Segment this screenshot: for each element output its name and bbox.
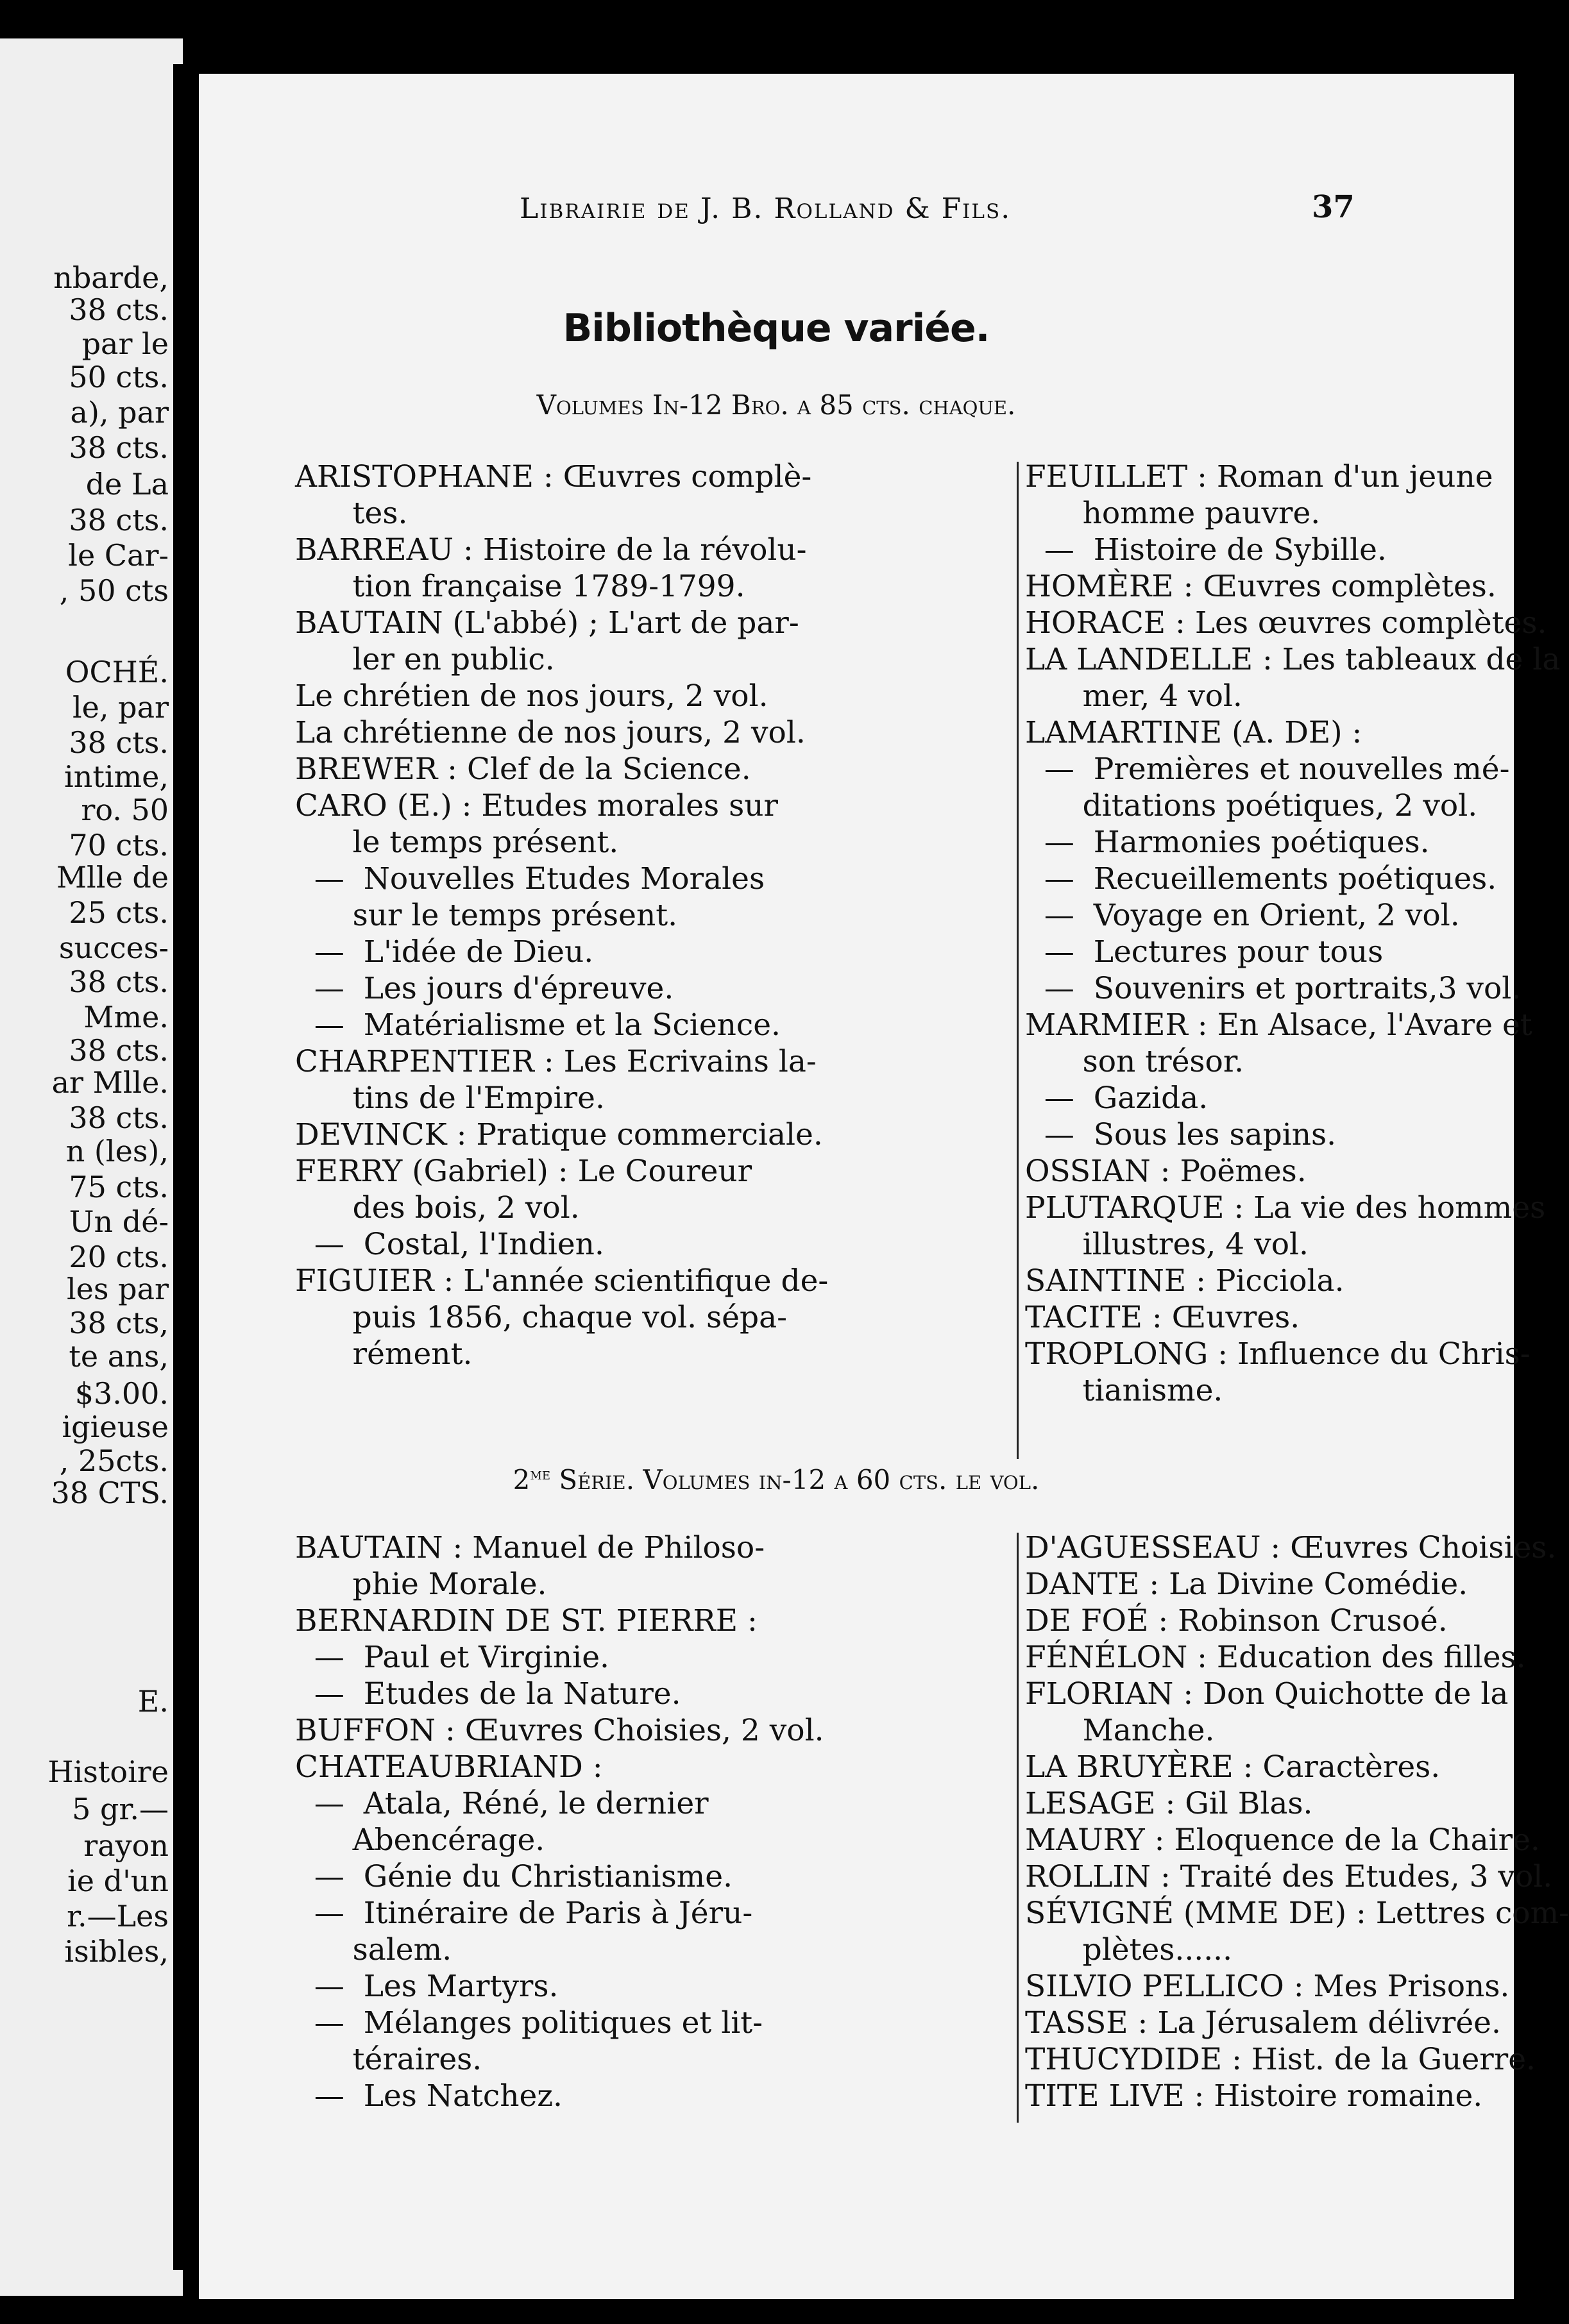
catalog-entry-line: FÉNÉLON : Education des filles.	[1025, 1640, 1526, 1675]
catalog-entry-line: tion française 1789-1799.	[295, 569, 745, 604]
catalog-entry-line: — Paul et Virginie.	[295, 1640, 609, 1675]
facing-page-text: 38 cts.	[69, 1100, 169, 1135]
catalog-entry-line: Abencérage.	[295, 1823, 545, 1858]
catalog-entry-line: son trésor.	[1025, 1044, 1244, 1079]
catalog-entry-line: TACITE : Œuvres.	[1025, 1300, 1300, 1335]
facing-page-text: n (les),	[65, 1134, 169, 1168]
catalog-entry-line: — Recueillements poétiques.	[1025, 861, 1497, 897]
catalog-entry-line: — Histoire de Sybille.	[1025, 532, 1387, 568]
catalog-entry-line: le temps présent.	[295, 825, 619, 860]
catalog-entry-line: tianisme.	[1025, 1373, 1223, 1408]
catalog-entry-line: SÉVIGNÉ (MME DE) : Lettres com-	[1025, 1896, 1569, 1931]
catalog-entry-line: — Etudes de la Nature.	[295, 1676, 681, 1712]
facing-page-text: 38 cts,	[69, 1306, 169, 1340]
catalog-entry-line: des bois, 2 vol.	[295, 1190, 580, 1225]
facing-page-text: par le	[81, 326, 169, 361]
catalog-entry-line: — Costal, l'Indien.	[295, 1227, 604, 1262]
catalog-entry-line: — Génie du Christianisme.	[295, 1859, 733, 1894]
catalog-entry-line: LA BRUYÈRE : Caractères.	[1025, 1749, 1441, 1785]
catalog-entry-line: — Mélanges politiques et lit-	[295, 2005, 763, 2041]
catalog-entry-line: SAINTINE : Picciola.	[1025, 1263, 1344, 1299]
section2-left-column	[295, 1529, 1013, 2114]
section1-right-column	[1025, 459, 1561, 1409]
facing-page-fragment	[0, 38, 183, 2296]
catalog-entry-line: homme pauvre.	[1025, 496, 1321, 531]
catalog-entry-line: — Lectures pour tous	[1025, 934, 1384, 970]
catalog-entry-line: OSSIAN : Poëmes.	[1025, 1154, 1307, 1189]
catalog-entry-line: BUFFON : Œuvres Choisies, 2 vol.	[295, 1713, 824, 1748]
catalog-entry-line: Le chrétien de nos jours, 2 vol.	[295, 678, 768, 714]
catalog-entry-line: sur le temps présent.	[295, 898, 678, 933]
facing-page-text: intime,	[64, 759, 169, 794]
catalog-entry-line: PLUTARQUE : La vie des hommes	[1025, 1190, 1546, 1225]
catalog-entry-line: mer, 4 vol.	[1025, 678, 1242, 714]
facing-page-text: 38 cts.	[69, 964, 169, 999]
facing-page-text: 38 CTS.	[51, 1476, 169, 1510]
catalog-entry-line: plètes......	[1025, 1932, 1233, 1967]
facing-page-text: , 50 cts	[59, 573, 169, 608]
catalog-entry-line: — Nouvelles Etudes Morales	[295, 861, 765, 897]
catalog-entry-line: — Premières et nouvelles mé-	[1025, 752, 1510, 787]
facing-page-text: OCHÉ.	[65, 655, 169, 689]
catalog-entry-line: Manche.	[1025, 1713, 1215, 1748]
section1-left-column	[295, 459, 1013, 1372]
catalog-entry-line: — Voyage en Orient, 2 vol.	[1025, 898, 1460, 933]
facing-page-text: rayon	[83, 1828, 169, 1863]
facing-page-text: le, par	[72, 690, 169, 725]
facing-page-text: r.—Les	[67, 1899, 169, 1933]
catalog-entry-line: D'AGUESSEAU : Œuvres Choisies.	[1025, 1530, 1557, 1565]
catalog-entry-line: — Les Martyrs.	[295, 1969, 559, 2004]
facing-page-text: 38 cts.	[69, 292, 169, 327]
catalog-entry-line: — Atala, Réné, le dernier	[295, 1786, 709, 1821]
facing-page-text: te ans,	[69, 1339, 169, 1374]
facing-page-text: igieuse	[62, 1410, 169, 1444]
facing-page-text: a), par	[70, 395, 169, 430]
catalog-entry-line: MAURY : Eloquence de la Chaire.	[1025, 1823, 1540, 1858]
catalog-entry-line: CHATEAUBRIAND :	[295, 1749, 603, 1785]
column-rule	[1017, 1533, 1019, 2123]
facing-page-text: 38 cts.	[69, 503, 169, 537]
catalog-entry-line: FLORIAN : Don Quichotte de la	[1025, 1676, 1509, 1712]
catalog-entry-line: téraires.	[295, 2042, 482, 2077]
catalog-entry-line: HORACE : Les œuvres complètes.	[1025, 605, 1547, 641]
facing-page-text: Mlle de	[56, 860, 169, 895]
catalog-entry-line: HOMÈRE : Œuvres complètes.	[1025, 569, 1497, 604]
catalog-entry-line: ditations poétiques, 2 vol.	[1025, 788, 1478, 823]
catalog-entry-line: DEVINCK : Pratique commerciale.	[295, 1117, 823, 1152]
catalog-entry-line: tes.	[295, 496, 408, 531]
section2-heading: $2^{me}$ Série. Volumes in-12 a 60 cts. le vol.	[513, 1464, 1040, 1495]
facing-page-text: nbarde,	[53, 260, 169, 295]
catalog-page	[199, 74, 1569, 2299]
catalog-entry-line: TASSE : La Jérusalem délivrée.	[1025, 2005, 1501, 2041]
catalog-entry-line: tins de l'Empire.	[295, 1081, 605, 1116]
catalog-entry-line: CARO (E.) : Etudes morales sur	[295, 788, 778, 823]
catalog-entry-line: BAUTAIN (L'abbé) ; L'art de par-	[295, 605, 799, 641]
facing-page-text: les par	[66, 1272, 169, 1306]
catalog-entry-line: — Les jours d'épreuve.	[295, 971, 674, 1006]
facing-page-text: Un dé-	[69, 1204, 169, 1239]
catalog-entry-line: — Itinéraire de Paris à Jéru-	[295, 1896, 753, 1931]
column-rule	[1017, 462, 1019, 1459]
catalog-entry-line: illustres, 4 vol.	[1025, 1227, 1309, 1262]
catalog-entry-line: — Les Natchez.	[295, 2078, 563, 2114]
facing-page-text: , 25cts.	[59, 1444, 169, 1478]
catalog-entry-line: ARISTOPHANE : Œuvres complè-	[295, 459, 812, 494]
catalog-entry-line: — Sous les sapins.	[1025, 1117, 1337, 1152]
facing-page-text: 70 cts.	[69, 828, 169, 863]
catalog-entry-line: — Matérialisme et la Science.	[295, 1007, 781, 1043]
facing-page-text: le Car-	[68, 538, 169, 573]
book-gutter	[173, 64, 187, 2270]
page-number: 37	[1312, 189, 1355, 225]
facing-page-text: succes-	[58, 930, 169, 965]
catalog-entry-line: FIGUIER : L'année scientifique de-	[295, 1263, 829, 1299]
facing-page-text: ie d'un	[67, 1864, 169, 1898]
catalog-entry-line: SILVIO PELLICO : Mes Prisons.	[1025, 1969, 1510, 2004]
running-head: Librairie de J. B. Rolland & Fils.	[520, 192, 1012, 225]
catalog-entry-line: LAMARTINE (A. DE) :	[1025, 715, 1362, 750]
catalog-entry-line: puis 1856, chaque vol. sépa-	[295, 1300, 787, 1335]
catalog-entry-line: — L'idée de Dieu.	[295, 934, 594, 970]
catalog-entry-line: DE FOÉ : Robinson Crusoé.	[1025, 1603, 1448, 1638]
facing-page-text: 38 cts.	[69, 430, 169, 465]
facing-page-text: 5 gr.—	[72, 1792, 169, 1826]
facing-page-text: Histoire	[47, 1755, 169, 1789]
facing-page-text: isibles,	[64, 1934, 169, 1969]
facing-page-text: 50 cts.	[69, 360, 169, 394]
facing-page-text: 75 cts.	[69, 1170, 169, 1204]
catalog-entry-line: FERRY (Gabriel) : Le Coureur	[295, 1154, 752, 1189]
catalog-entry-line: FEUILLET : Roman d'un jeune	[1025, 459, 1493, 494]
catalog-entry-line: La chrétienne de nos jours, 2 vol.	[295, 715, 806, 750]
catalog-entry-line: BAUTAIN : Manuel de Philoso-	[295, 1530, 765, 1565]
catalog-entry-line: BERNARDIN DE ST. PIERRE :	[295, 1603, 758, 1638]
catalog-entry-line: ler en public.	[295, 642, 555, 677]
facing-page-text: 20 cts.	[69, 1240, 169, 1274]
facing-page-text: 25 cts.	[69, 895, 169, 930]
catalog-entry-line: CHARPENTIER : Les Ecrivains la-	[295, 1044, 817, 1079]
catalog-entry-line: ROLLIN : Traité des Etudes, 3 vol.	[1025, 1859, 1553, 1894]
facing-page-text: 38 cts.	[69, 725, 169, 760]
catalog-entry-line: salem.	[295, 1932, 452, 1967]
catalog-entry-line: phie Morale.	[295, 1567, 547, 1602]
section1-heading: Volumes In-12 Bro. a 85 cts. chaque.	[536, 389, 1016, 421]
facing-page-text: E.	[137, 1684, 169, 1719]
facing-page-text: 38 cts.	[69, 1033, 169, 1068]
facing-page-text: Mme.	[83, 1000, 169, 1034]
catalog-entry-line: — Souvenirs et portraits,3 vol.	[1025, 971, 1522, 1006]
catalog-entry-line: LA LANDELLE : Les tableaux de la	[1025, 642, 1561, 677]
catalog-entry-line: THUCYDIDE : Hist. de la Guerre.	[1025, 2042, 1536, 2077]
facing-page-text: de La	[85, 467, 169, 501]
facing-page-text: ar Mlle.	[51, 1065, 169, 1100]
catalog-entry-line: LESAGE : Gil Blas.	[1025, 1786, 1313, 1821]
catalog-entry-line: TITE LIVE : Histoire romaine.	[1025, 2078, 1483, 2114]
catalog-entry-line: rément.	[295, 1336, 473, 1372]
facing-page-text: ro. 50	[81, 793, 169, 827]
catalog-entry-line: BREWER : Clef de la Science.	[295, 752, 751, 787]
catalog-entry-line: TROPLONG : Influence du Chris-	[1025, 1336, 1531, 1372]
catalog-entry-line: DANTE : La Divine Comédie.	[1025, 1567, 1468, 1602]
facing-page-text: $3.00.	[74, 1376, 169, 1411]
catalog-entry-line: — Harmonies poétiques.	[1025, 825, 1430, 860]
catalog-entry-line: BARREAU : Histoire de la révolu-	[295, 532, 807, 568]
catalog-entry-line: MARMIER : En Alsace, l'Avare et	[1025, 1007, 1532, 1043]
section2-right-column	[1025, 1529, 1569, 2114]
catalog-entry-line: — Gazida.	[1025, 1081, 1209, 1116]
page-title: Bibliothèque variée.	[563, 306, 990, 351]
